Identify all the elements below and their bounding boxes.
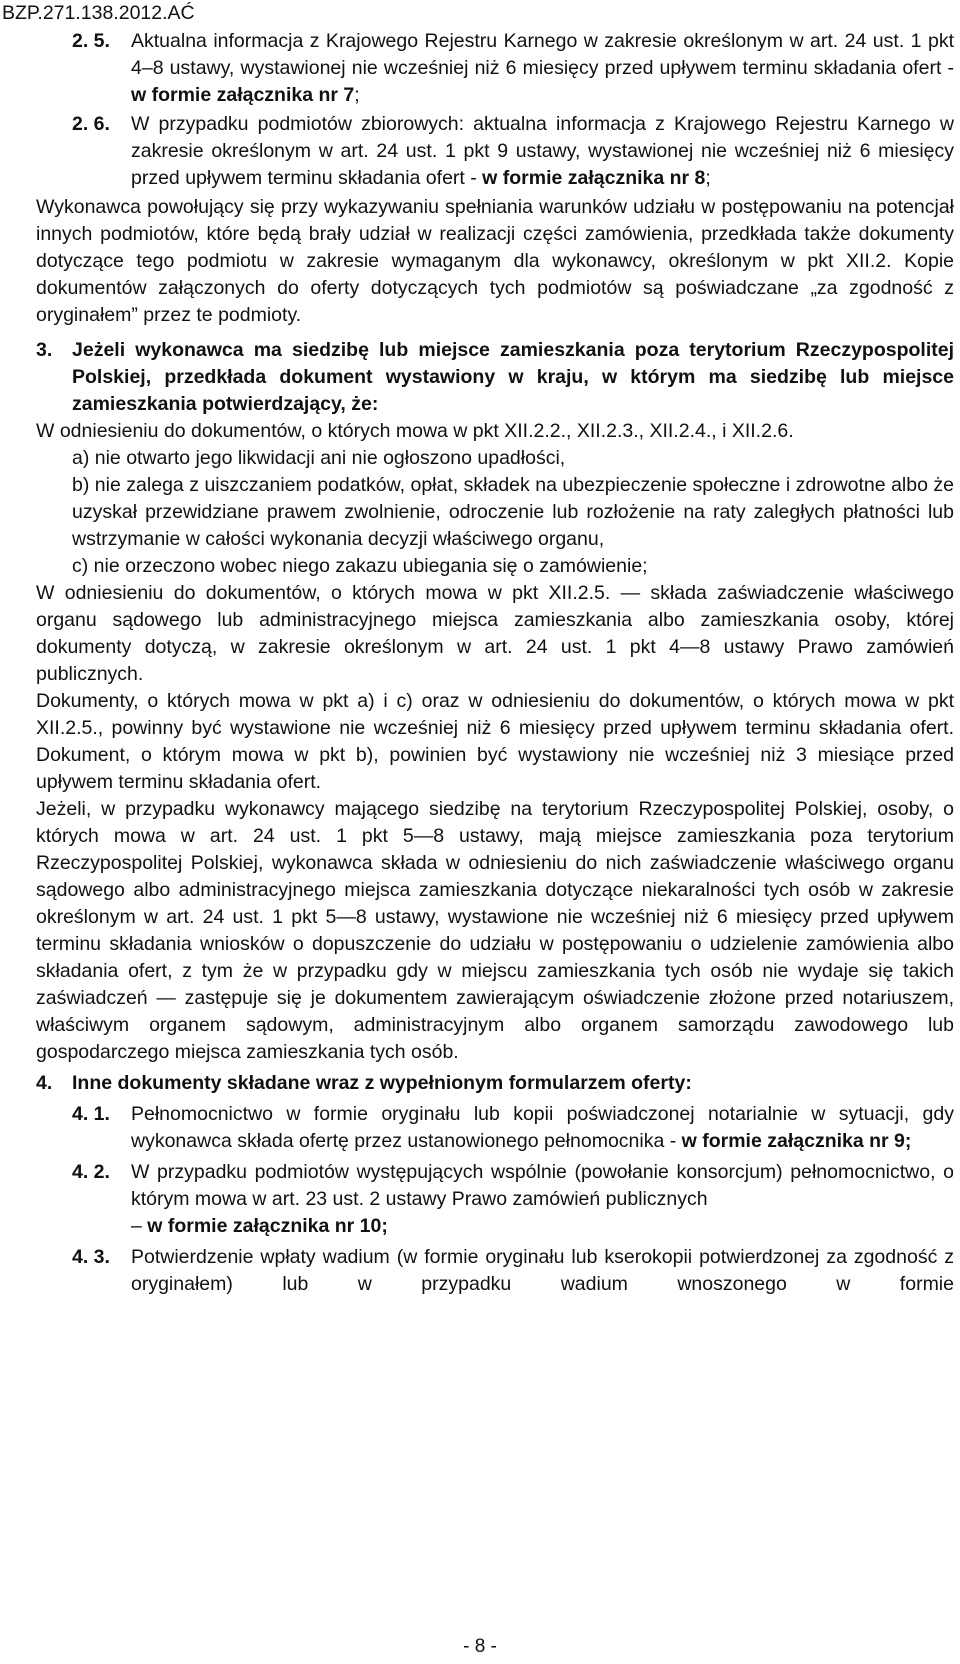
page-number: - 8 - [463,1636,497,1657]
item-text: Aktualna informacja z Krajowego Rejestru Karnego w zakresie określonym w art. 24 ust. 1 pkt 4–8 ustawy, wystawionej nie wcześniej niż 6 miesięcy przed upływem terminu składania ofert - w formie załącznika nr 7; [131,30,954,106]
document-page [36,28,954,1300]
item-4-3 [36,1244,954,1298]
item-text: W przypadku podmiotów zbiorowych: aktualna informacja z Krajowego Rejestru Karnego w zakresie określonym w art. 24 ust. 1 pkt 9 ustawy, wystawionej nie wcześniej niż 6 miesięcy przed upływem terminu składania ofert - w formie załącznika nr 8; [131,113,954,189]
section-number: 4. [36,1072,53,1094]
section-3-paragraph-3: Jeżeli, w przypadku wykonawcy mającego siedzibę na terytorium Rzeczypospolitej Polskiej, osoby, o których mowa w art. 24 ust. 1 pkt 5—8 ustawy, mają miejsce zamieszkania poza terytorium Rzeczypospolitej Polskiej, wykonawca składa w odniesieniu do nich zaświadczenie właściwego organu sądowego albo administracyjnego miejsca zamieszkania dotyczące niekaralności tych osób w zakresie określonym w art. 24 ust. 1 pkt 5—8 ustawy, wystawione nie wcześniej niż 6 miesięcy przed upływem terminu składania wniosków o dopuszczenie do udziału w postępowaniu o udzielenie zamówienia albo składania ofert, z tym że w przypadku gdy w miejscu zamieszkania tych osób nie wydaje się takich zaświadczeń — zastępuje się je dokumentem zawierającym oświadczenie złożone przed notariuszem, właściwym organem sądowym, administracyjnym albo organem samorządu zawodowego lub gospodarczego miejsca zamieszkania tych osób. [36,798,954,1063]
item-4-2 [36,1159,954,1240]
item-number: 4. 2. [72,1161,110,1183]
paragraph-wykonawca: Wykonawca powołujący się przy wykazywaniu spełniania warunków udziału w postępowaniu na potencjał innych podmiotów, które będą brały udział w realizacji części zamówienia, przedkłada także dokumenty dotyczące tego podmiotu w zakresie wymaganym dla wykonawcy, określonym w pkt XII.2. Kopie dokumentów załączonych do oferty dotyczących tych podmiotów są poświadczane „za zgodność z oryginałem” przez te podmioty. [36,196,954,326]
section-3-paragraph-2: Dokumenty, o których mowa w pkt a) i c) oraz w odniesieniu do dokumentów, o których mowa w pkt XII.2.5., powinny być wystawione nie wcześniej niż 6 miesięcy przed upływem terminu składania ofert. Dokument, o którym mowa w pkt b), powinien być wystawiony nie wcześniej niż 3 miesiące przed upływem terminu składania ofert. [36,690,954,793]
item-number: 4. 1. [72,1103,110,1125]
section-3 [36,337,954,418]
section-3-intro: W odniesieniu do dokumentów, o których mowa w pkt XII.2.2., XII.2.3., XII.2.4., i XII.2.6. [36,420,794,442]
item-text: Potwierdzenie wpłaty wadium (w formie oryginału lub kserokopii potwierdzonej za zgodność z oryginałem) lub w przypadku wadium wnoszonego w formie [131,1246,954,1295]
item-number: 4. 3. [72,1246,110,1268]
item-number: 2. 5. [72,30,110,52]
point-a: a) nie otwarto jego likwidacji ani nie ogłoszono upadłości, [72,447,566,469]
document-reference-code: BZP.271.138.2012.AĆ [2,2,195,24]
item-text-line-2: – w formie załącznika nr 10; [131,1215,388,1237]
item-2-6 [36,111,954,192]
item-2-5 [36,28,954,109]
section-number: 3. [36,339,53,361]
section-heading: Jeżeli wykonawca ma siedzibę lub miejsce zamieszkania poza terytorium Rzeczypospolitej Polskiej, przedkłada dokument wystawiony w kraju, w którym ma siedzibę lub miejsce zamieszkania potwierdzający, że: [72,339,954,415]
section-3-paragraph-1: W odniesieniu do dokumentów, o których mowa w pkt XII.2.5. — składa zaświadczenie właściwego organu sądowego lub administracyjnego miejsca zamieszkania albo zamieszkania osoby, której dokumenty dotyczą, w zakresie określonym w art. 24 ust. 1 pkt 4—8 ustawy Prawo zamówień publicznych. [36,582,954,685]
item-4-1 [36,1101,954,1155]
section-3-points [36,445,954,580]
point-c: c) nie orzeczono wobec niego zakazu ubiegania się o zamówienie; [72,555,648,577]
item-text: W przypadku podmiotów występujących wspólnie (powołanie konsorcjum) pełnomocnictwo, o którym mowa w art. 23 ust. 2 ustawy Prawo zamówień publicznych [131,1161,954,1210]
section-4 [36,1070,954,1097]
point-b: b) nie zalega z uiszczaniem podatków, opłat, składek na ubezpieczenie społeczne i zdrowotne albo że uzyskał przewidziane prawem zwolnienie, odroczenie lub rozłożenie na raty zaległych płatności lub wstrzymanie w całości wykonania decyzji właściwego organu, [72,474,954,550]
item-text: Pełnomocnictwo w formie oryginału lub kopii poświadczonej notarialnie w sytuacji, gdy wykonawca składa ofertę przez ustanowionego pełnomocnika - w formie załącznika nr 9; [131,1103,954,1152]
item-number: 2. 6. [72,113,110,135]
section-heading: Inne dokumenty składane wraz z wypełnionym formularzem oferty: [72,1072,692,1094]
